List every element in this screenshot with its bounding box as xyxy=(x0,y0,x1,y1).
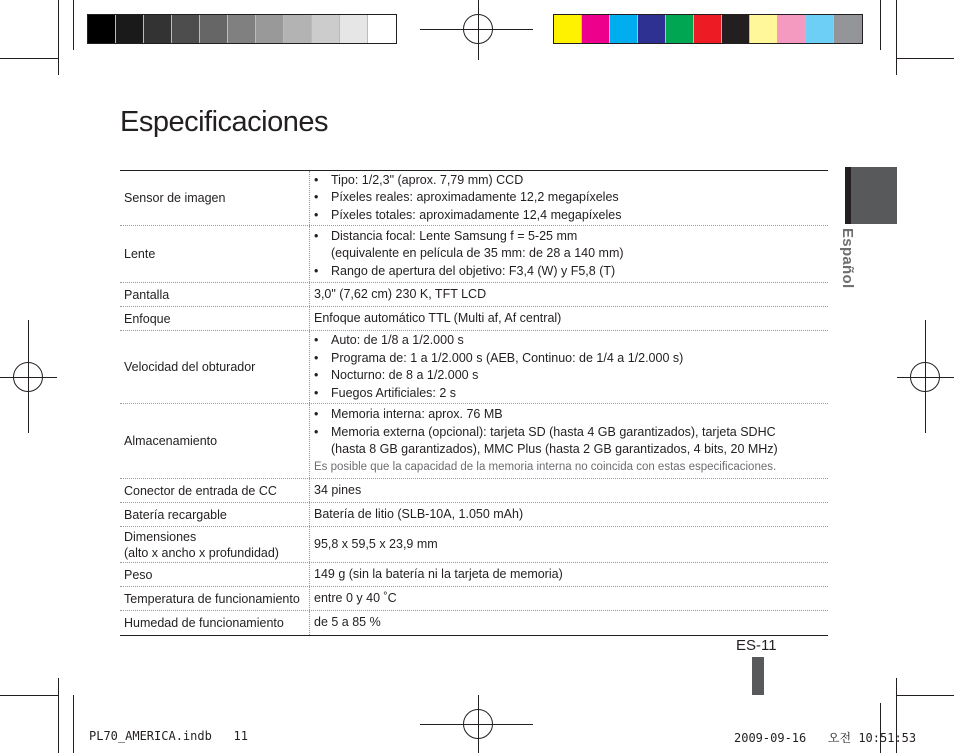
spec-label xyxy=(120,283,310,306)
registration-crosshair xyxy=(28,320,29,433)
crop-mark xyxy=(896,0,897,75)
spec-row xyxy=(120,527,828,563)
spec-row xyxy=(120,503,828,527)
spec-row xyxy=(120,283,828,307)
language-tab-label-box xyxy=(832,228,862,298)
spec-label-line: Lente xyxy=(124,247,156,261)
spec-value xyxy=(310,404,828,478)
spec-label xyxy=(120,563,310,586)
color-swatch xyxy=(778,15,806,43)
page-number: ES-11 xyxy=(736,637,777,654)
spec-bullet xyxy=(314,207,828,225)
spec-value xyxy=(310,611,828,635)
spec-text: Batería de litio (SLB-10A, 1.050 mAh) xyxy=(314,506,524,521)
spec-bullet xyxy=(314,332,828,350)
spec-label xyxy=(120,171,310,225)
color-swatch xyxy=(610,15,638,43)
spec-value xyxy=(310,283,828,306)
spec-bullet xyxy=(314,228,828,263)
spec-bullet xyxy=(314,350,828,368)
spec-bullet xyxy=(314,367,828,385)
spec-label xyxy=(120,331,310,403)
color-swatch xyxy=(694,15,722,43)
spec-bullet xyxy=(314,406,828,424)
spec-bullet-line: • Memoria externa (opcional): tarjeta SD (hasta 4 GB garantizados), tarjeta SDHC xyxy=(331,424,776,439)
spec-text: 3,0" (7,62 cm) 230 K, TFT LCD xyxy=(314,286,487,301)
color-swatch xyxy=(144,15,172,43)
language-tab-label: Español xyxy=(839,228,856,289)
spec-bullet-line: • Píxeles reales: aproximadamente 12,2 megapíxeles xyxy=(331,190,619,205)
spec-value xyxy=(310,171,828,225)
spec-row xyxy=(120,563,828,587)
registration-crosshair xyxy=(420,724,533,725)
spec-label-line: Pantalla xyxy=(124,287,170,302)
spec-text: entre 0 y 40 ˚C xyxy=(314,590,397,605)
spec-bullet-line: (equivalente en película de 35 mm: de 28 a 140 mm) xyxy=(331,246,624,261)
spec-text: Enfoque automático TTL (Multi af, Af central) xyxy=(314,310,562,325)
spec-value xyxy=(310,527,828,562)
spec-text: 95,8 x 59,5 x 23,9 mm xyxy=(314,536,438,551)
color-swatch xyxy=(172,15,200,43)
spec-bullet-line: • Nocturno: de 8 a 1/2.000 s xyxy=(331,368,479,382)
page-number-bar xyxy=(752,657,764,695)
spec-value xyxy=(310,563,828,586)
registration-crosshair xyxy=(925,320,926,433)
color-swatch xyxy=(806,15,834,43)
spec-text: 149 g (sin la batería ni la tarjeta de memoria) xyxy=(314,566,563,581)
crop-mark xyxy=(73,0,74,50)
spec-bullet xyxy=(314,385,828,403)
spec-label xyxy=(120,226,310,282)
spec-label-line: Humedad de funcionamiento xyxy=(124,616,284,630)
color-swatch xyxy=(256,15,284,43)
spec-row xyxy=(120,331,828,404)
spec-text: 34 pines xyxy=(314,482,362,497)
spec-value xyxy=(310,331,828,403)
spec-bullet-line: • Fuegos Artificiales: 2 s xyxy=(331,385,457,400)
spec-label xyxy=(120,404,310,478)
color-swatch xyxy=(284,15,312,43)
spec-bullet xyxy=(314,172,828,190)
spec-bullet-line: • Píxeles totales: aproximadamente 12,4 megapíxeles xyxy=(331,207,622,222)
crop-mark xyxy=(58,678,59,753)
spec-label-line: Temperatura de funcionamiento xyxy=(124,591,300,606)
color-swatch xyxy=(228,15,256,43)
spec-label-line: (alto x ancho x profundidad) xyxy=(124,545,279,560)
crop-mark xyxy=(896,695,954,696)
spec-label xyxy=(120,307,310,330)
spec-value xyxy=(310,479,828,502)
spec-label-line: Conector de entrada de CC xyxy=(124,483,277,498)
spec-label-line: Enfoque xyxy=(124,311,171,326)
spec-value xyxy=(310,503,828,526)
spec-row xyxy=(120,611,828,635)
process-color-bar xyxy=(553,14,863,44)
language-tab xyxy=(845,167,897,224)
spec-bullet-line: (hasta 8 GB garantizados), MMC Plus (hasta 2 GB garantizados, 4 bits, 20 MHz) xyxy=(331,442,778,456)
spec-bullet-line: • Memoria interna: aprox. 76 MB xyxy=(331,407,503,421)
spec-bullet-line: • Rango de apertura del objetivo: F3,4 (W) y F5,8 (T) xyxy=(331,263,616,278)
spec-row xyxy=(120,587,828,611)
page-title: Especificaciones xyxy=(120,106,328,138)
spec-label-line: Velocidad del obturador xyxy=(124,360,256,374)
spec-bullet xyxy=(314,189,828,207)
spec-row xyxy=(120,226,828,283)
spec-value xyxy=(310,587,828,610)
spec-label-line: Almacenamiento xyxy=(124,434,218,448)
language-tab-edge xyxy=(845,167,851,224)
registration-crosshair xyxy=(420,29,533,30)
color-swatch xyxy=(638,15,666,43)
spec-row xyxy=(120,479,828,503)
color-swatch xyxy=(834,15,862,43)
spec-text: de 5 a 85 % xyxy=(314,615,381,630)
spec-label-line: Batería recargable xyxy=(124,507,227,522)
crop-mark xyxy=(0,58,58,59)
color-swatch xyxy=(200,15,228,43)
color-swatch xyxy=(554,15,582,43)
spec-label-line: Peso xyxy=(124,567,153,582)
print-slug-date: 2009-09-16 오전 10:51:53 xyxy=(734,731,917,745)
crop-mark xyxy=(0,695,58,696)
color-swatch xyxy=(666,15,694,43)
color-swatch xyxy=(368,15,396,43)
spec-label xyxy=(120,527,310,562)
spec-bullet-line: • Tipo: 1/2,3" (aprox. 7,79 mm) CCD xyxy=(331,172,524,187)
grayscale-color-bar xyxy=(87,14,397,44)
spec-label xyxy=(120,479,310,502)
crop-mark xyxy=(880,0,881,50)
crop-mark xyxy=(58,0,59,75)
color-swatch xyxy=(88,15,116,43)
spec-row xyxy=(120,307,828,331)
color-swatch xyxy=(116,15,144,43)
spec-row xyxy=(120,171,828,226)
print-slug-file: PL70_AMERICA.indb 11 xyxy=(89,729,248,743)
spec-row xyxy=(120,404,828,479)
spec-bullet-line: • Programa de: 1 a 1/2.000 s (AEB, Continuo: de 1/4 a 1/2.000 s) xyxy=(331,350,684,365)
spec-note: Es posible que la capacidad de la memoria interna no coincida con estas especificaciones. xyxy=(314,460,777,473)
spec-label-line: Dimensiones xyxy=(124,529,197,544)
spec-bullet-line: • Auto: de 1/8 a 1/2.000 s xyxy=(331,333,464,347)
spec-bullet xyxy=(314,263,828,281)
color-swatch xyxy=(750,15,778,43)
registration-crosshair xyxy=(478,695,479,753)
color-swatch xyxy=(582,15,610,43)
crop-mark xyxy=(896,58,954,59)
spec-value xyxy=(310,226,828,282)
color-swatch xyxy=(312,15,340,43)
color-swatch xyxy=(722,15,750,43)
spec-label xyxy=(120,587,310,610)
color-swatch xyxy=(340,15,368,43)
spec-label xyxy=(120,503,310,526)
registration-crosshair xyxy=(478,0,479,60)
spec-table xyxy=(120,170,828,636)
crop-mark xyxy=(73,695,74,753)
spec-label xyxy=(120,611,310,635)
spec-bullet xyxy=(314,424,828,459)
spec-label-line: Sensor de imagen xyxy=(124,191,226,205)
spec-bullet-line: • Distancia focal: Lente Samsung f = 5-25 mm xyxy=(331,228,578,243)
spec-value xyxy=(310,307,828,330)
